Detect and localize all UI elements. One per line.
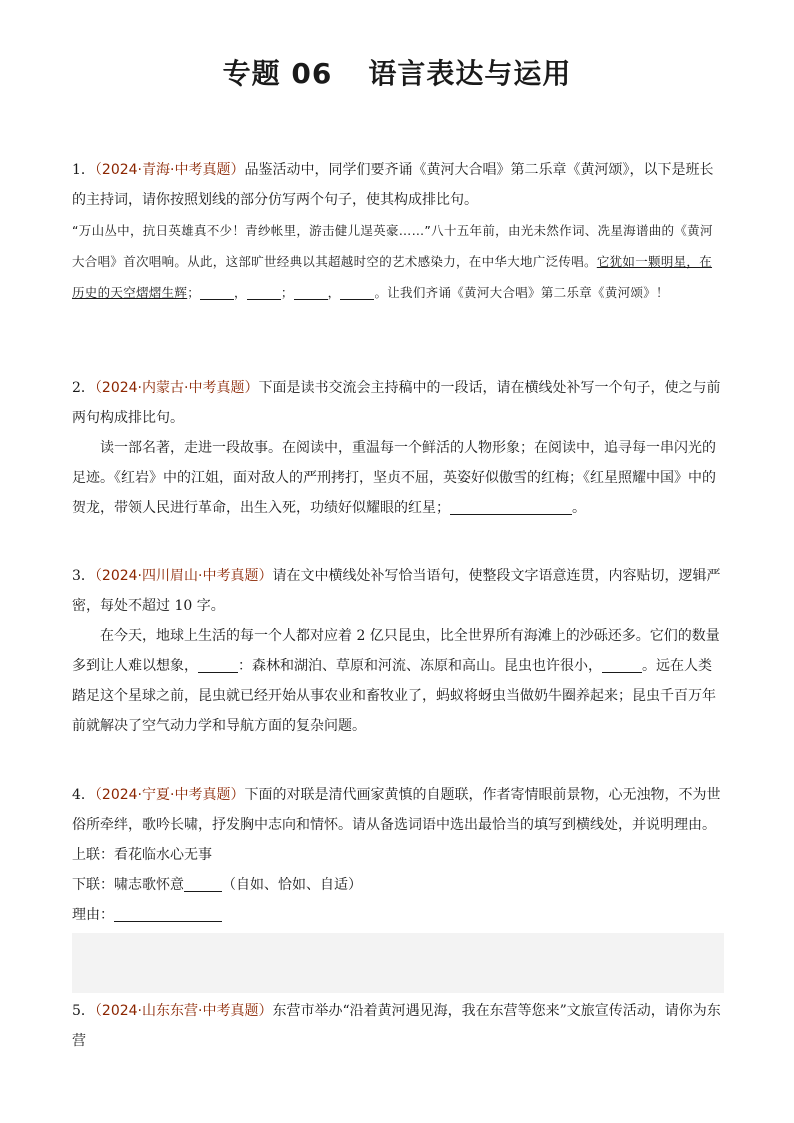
page-title	[0, 52, 794, 92]
source-tag: （2024·青海·中考真题）	[94, 162, 245, 178]
answer-blank[interactable]	[340, 283, 374, 300]
answer-blank[interactable]	[198, 656, 238, 673]
answer-blank[interactable]	[184, 875, 222, 892]
question-stem: 5．（2024·山东东营·中考真题）东营市举办“沿着黄河遇见海，我在东营等您来”文旅宣传活动，请你为东营	[72, 1003, 721, 1049]
question-4	[72, 780, 724, 930]
couplet-lower: 下联：啸志歌怀意 （自如、恰如、自适）	[72, 877, 362, 893]
answer-area[interactable]	[72, 933, 724, 993]
question-3	[72, 561, 724, 741]
answer-blank[interactable]	[247, 283, 281, 300]
source-tag: （2024·宁夏·中考真题）	[94, 787, 245, 803]
reading-passage: 在今天，地球上生活的每一个人都对应着 2 亿只昆虫，比全世界所有海滩上的沙砾还多。它们的数量多到让人难以想象， ：森林和湖泊、草原和河流、冻原和高山。昆虫也许很小， 。远在人类踏足这个星球之前，昆虫就已经开始从事农业和畜牧业了，蚂蚁将蚜虫当做奶牛圈养起来；昆虫千百万年前就解决了空气动力学和导航方面的复杂问题。	[72, 628, 720, 734]
quote-passage: “万山丛中，抗日英雄真不少！青纱帐里，游击健儿逞英豪……”八十五年前，由光未然作词、冼星海谱曲的《黄河大合唱》首次唱响。从此，这部旷世经典以其超越时空的艺术感染力，在中华大地广泛传唱。它犹如一颗明星，在历史的天空熠熠生辉； ， ； ， 。让我们齐诵《黄河大合唱》第二乐章《黄河颂》！	[72, 223, 713, 300]
title-text: 语言表达与运用	[368, 57, 572, 90]
question-2	[72, 373, 724, 523]
source-tag: （2024·四川眉山·中考真题）	[94, 568, 273, 584]
question-stem: 1．（2024·青海·中考真题）品鉴活动中，同学们要齐诵《黄河大合唱》第二乐章《黄河颂》，以下是班长的主持词，请你按照划线的部分仿写两个句子，使其构成排比句。	[72, 162, 714, 208]
answer-blank[interactable]	[450, 498, 572, 515]
question-5	[72, 996, 724, 1056]
question-stem: 2．（2024·内蒙古·中考真题）下面是读书交流会主持稿中的一段话，请在横线处补写一个句子，使之与前两句构成排比句。	[72, 380, 721, 426]
source-tag: （2024·内蒙古·中考真题）	[94, 380, 259, 396]
couplet-upper: 上联：看花临水心无事	[72, 847, 212, 863]
reading-passage: 读一部名著，走进一段故事。在阅读中，重温每一个鲜活的人物形象；在阅读中，追寻每一串闪光的足迹。《红岩》中的江姐，面对敌人的严刑拷打，坚贞不屈，英姿好似傲雪的红梅；《红星照耀中国》中的贺龙，带领人民进行革命，出生入死，功绩好似耀眼的红星； 。	[72, 440, 716, 516]
answer-blank[interactable]	[602, 656, 642, 673]
question-stem: 4．（2024·宁夏·中考真题）下面的对联是清代画家黄慎的自题联，作者寄情眼前景物，心无浊物，不为世俗所牵绊，歌吟长啸，抒发胸中志向和情怀。请从备选词语中选出最恰当的填写到横线处，并说明理由。	[72, 787, 721, 833]
question-stem: 3．（2024·四川眉山·中考真题）请在文中横线处补写恰当语句，使整段文字语意连贯，内容贴切，逻辑严密，每处不超过 10 字。	[72, 568, 721, 614]
underlined-sentence: 它犹如一颗明星，在历史的天空熠熠生辉	[72, 254, 713, 300]
answer-blank[interactable]	[294, 283, 328, 300]
reason-line: 理由：	[72, 900, 724, 930]
question-1	[72, 155, 724, 308]
reason-blank[interactable]	[114, 905, 222, 922]
answer-blank[interactable]	[200, 283, 234, 300]
title-number: 专题 06	[222, 57, 333, 90]
source-tag: （2024·山东东营·中考真题）	[94, 1003, 273, 1019]
